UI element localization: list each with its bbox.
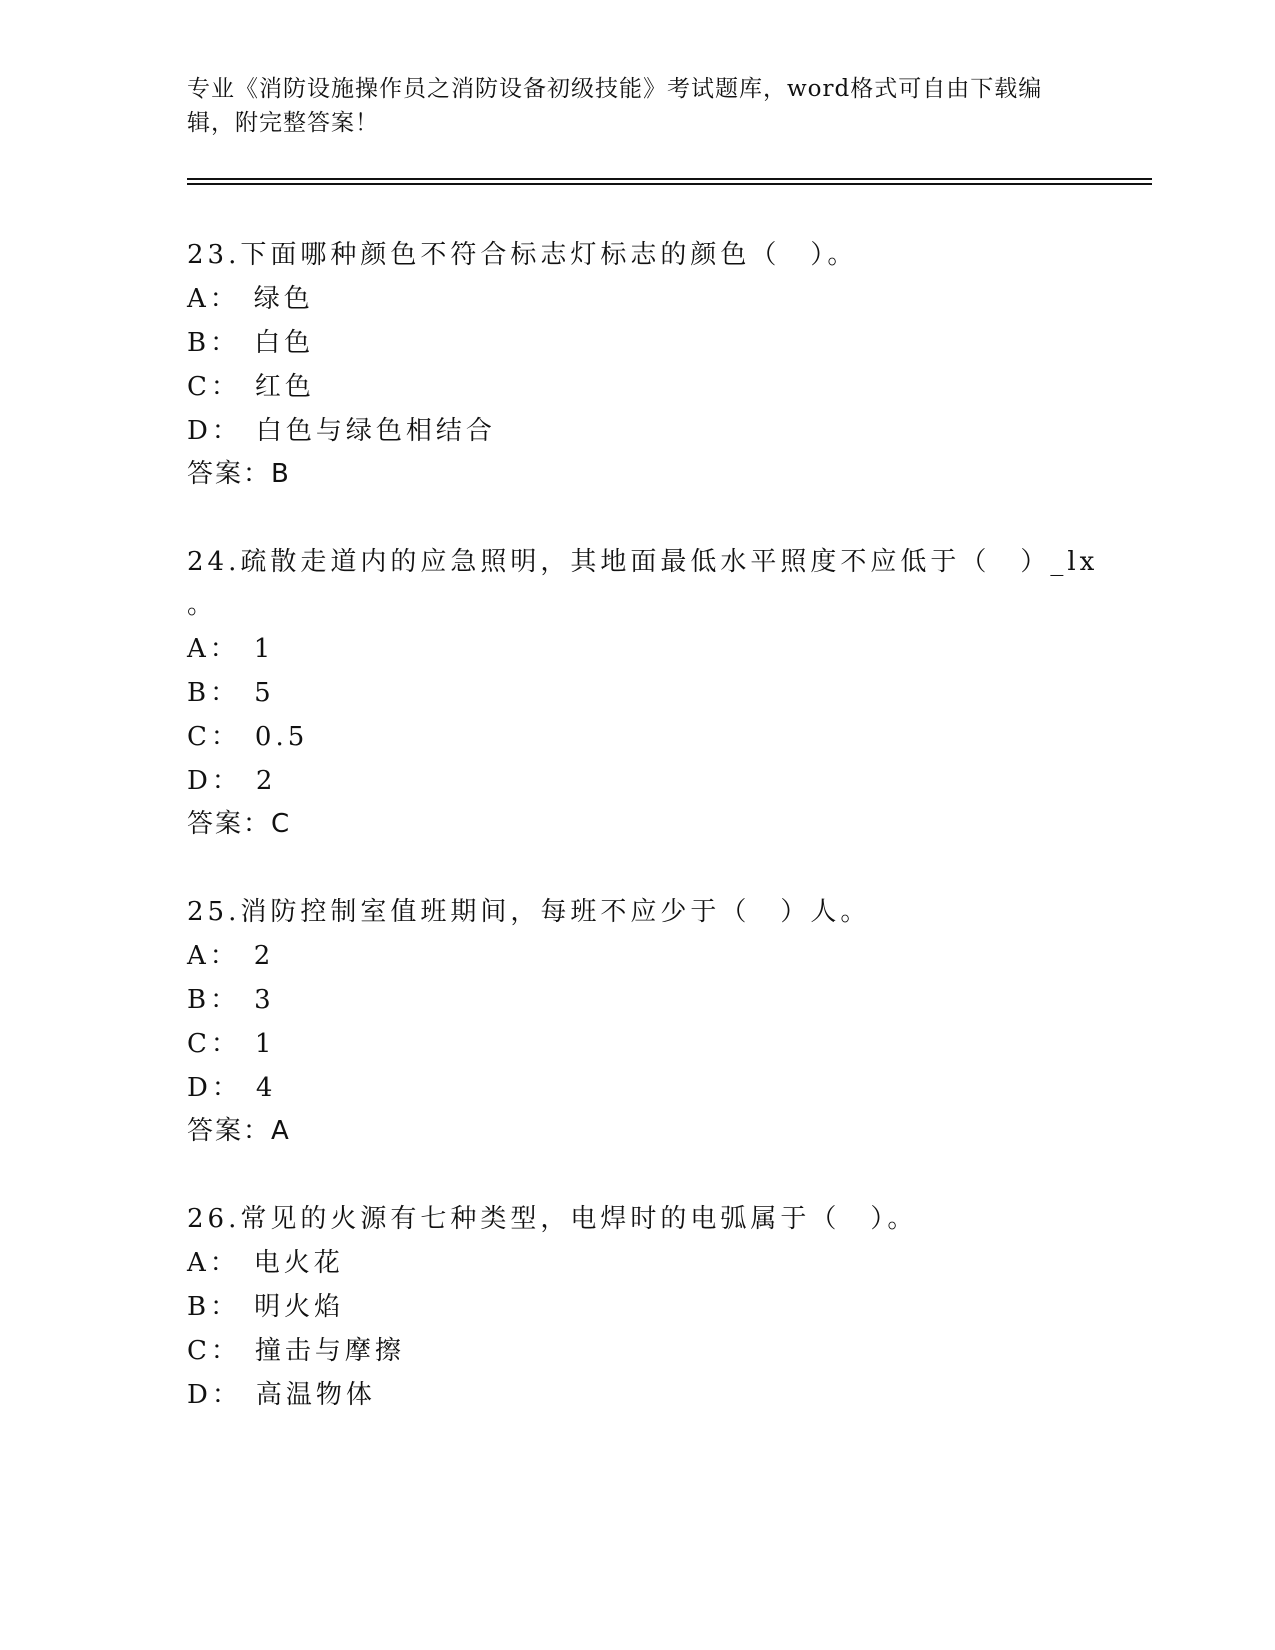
option-key: C：	[187, 1029, 241, 1059]
question-24-stem-continuation: 。	[187, 590, 218, 620]
header-rule-top	[187, 178, 1152, 180]
question-26-stem: 26.常见的火源有七种类型，电焊时的电弧属于（ ）。	[187, 1204, 918, 1234]
option-key: A：	[187, 941, 240, 971]
option-key: D：	[187, 766, 242, 796]
question-26-option-c	[187, 1334, 405, 1368]
option-text: 0.5	[254, 722, 309, 752]
option-text: 绿色	[253, 284, 314, 314]
question-25-option-a	[187, 939, 274, 973]
question-24-option-a	[187, 632, 274, 666]
option-text: 红色	[254, 372, 315, 402]
question-25-option-d	[187, 1071, 276, 1105]
option-key: D：	[187, 1073, 242, 1103]
header-rule-bottom	[187, 183, 1152, 185]
document-header: 专业《消防设施操作员之消防设备初级技能》考试题库，word格式可自由下载编辑，附完整答案！	[187, 76, 1043, 136]
option-key: B：	[187, 985, 241, 1015]
option-text: 1	[253, 634, 275, 664]
option-key: B：	[187, 678, 241, 708]
question-24-answer: 答案：C	[187, 809, 292, 839]
question-25-option-c	[187, 1027, 275, 1061]
question-23-option-c	[187, 370, 315, 404]
option-key: C：	[187, 722, 241, 752]
question-26-option-a	[187, 1246, 344, 1280]
option-key: C：	[187, 372, 241, 402]
question-23-answer: 答案：B	[187, 459, 291, 489]
option-text: 白色	[254, 328, 315, 358]
option-text: 1	[254, 1029, 276, 1059]
question-24-option-b	[187, 676, 275, 710]
option-text: 高温物体	[255, 1380, 376, 1410]
option-text: 明火焰	[254, 1292, 345, 1322]
question-23-stem: 23.下面哪种颜色不符合标志灯标志的颜色（ ）。	[187, 240, 858, 270]
option-text: 5	[254, 678, 275, 708]
question-25-stem: 25.消防控制室值班期间，每班不应少于（ ）人。	[187, 897, 871, 927]
question-23-option-a	[187, 282, 314, 316]
question-24-stem: 24.疏散走道内的应急照明，其地面最低水平照度不应低于（ ）_lx	[187, 547, 1099, 577]
option-key: A：	[187, 634, 240, 664]
question-25-answer: 答案：A	[187, 1116, 291, 1146]
question-24-option-c	[187, 720, 308, 754]
question-26-option-b	[187, 1290, 344, 1324]
option-text: 2	[255, 766, 277, 796]
question-23-option-b	[187, 326, 314, 360]
option-text: 白色与绿色相结合	[255, 416, 496, 446]
option-text: 4	[255, 1073, 277, 1103]
option-text: 撞击与摩擦	[254, 1336, 405, 1366]
option-key: C：	[187, 1336, 241, 1366]
option-text: 2	[253, 941, 275, 971]
question-23-option-d	[187, 414, 496, 448]
option-key: A：	[187, 284, 240, 314]
option-key: B：	[187, 328, 241, 358]
option-text: 电火花	[253, 1248, 344, 1278]
option-key: A：	[187, 1248, 240, 1278]
question-24-option-d	[187, 764, 276, 798]
option-key: B：	[187, 1292, 241, 1322]
option-text: 3	[254, 985, 275, 1015]
option-key: D：	[187, 1380, 242, 1410]
option-key: D：	[187, 416, 242, 446]
question-26-option-d	[187, 1378, 376, 1412]
question-25-option-b	[187, 983, 275, 1017]
